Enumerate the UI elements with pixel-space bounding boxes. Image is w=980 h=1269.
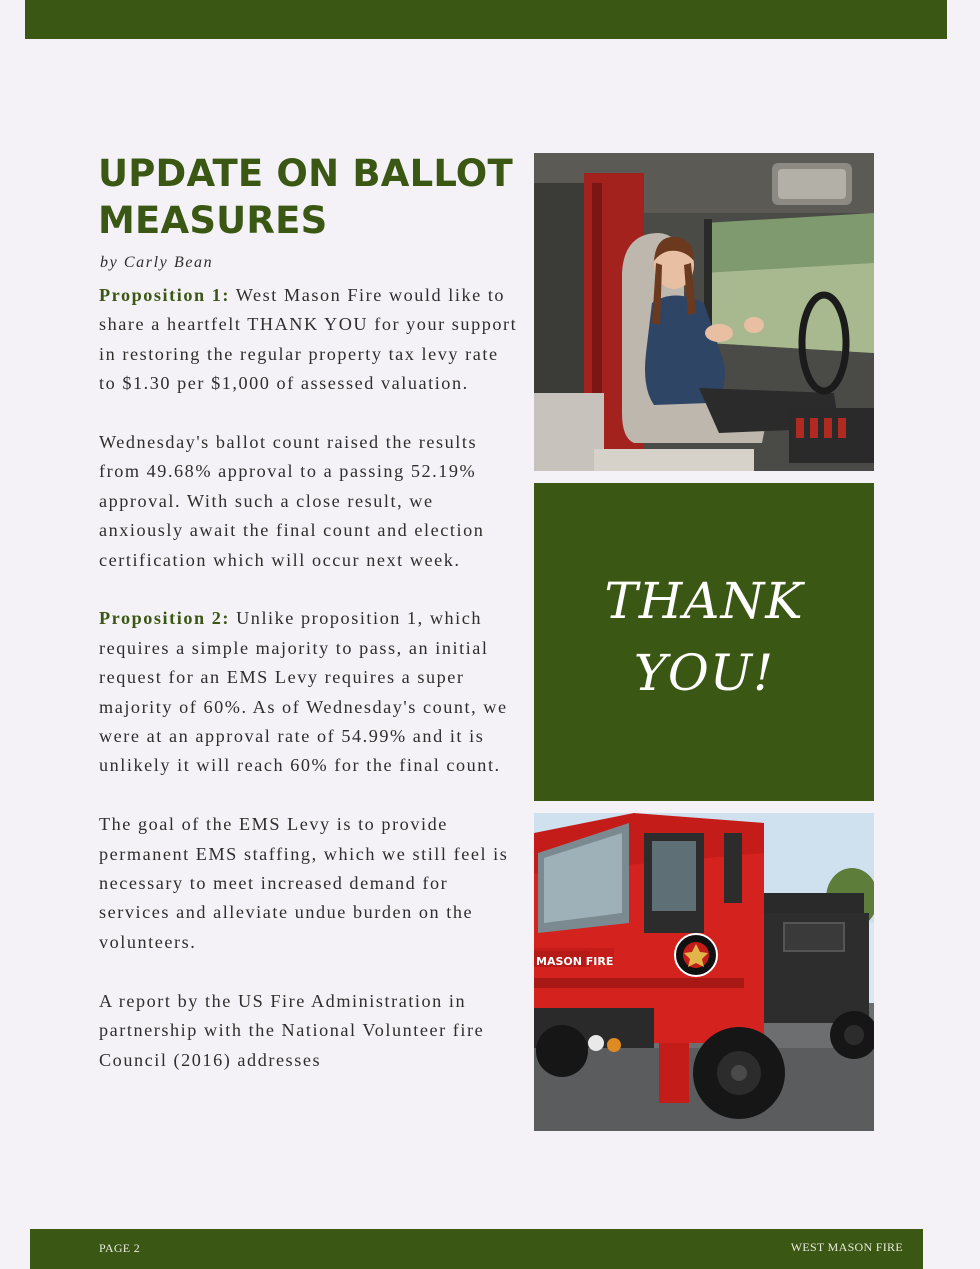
paragraph-text: West Mason Fire would like to share a heartfelt THANK YOU for your support in restoring the regular property tax levy rate to $1.30 per $1,000 of assessed valuation. xyxy=(99,285,518,394)
paragraph-lead: Proposition 1: xyxy=(99,285,231,305)
paragraph-ballot-count xyxy=(99,428,519,575)
footer-organization: WEST MASON FIRE xyxy=(790,1240,903,1254)
article-title: UPDATE ON BALLOT MEASURES xyxy=(98,152,513,242)
footer-bar xyxy=(30,1229,923,1269)
paragraph-text: Unlike proposition 1, which requires a simple majority to pass, an initial request for an EMS Levy requires a super majority of 60%. As of Wednesday's count, we were at an approval rate of 54.99% and it is unlikely it will reach 60% for the final count. xyxy=(99,608,508,776)
volunteer-in-cab-photo xyxy=(534,153,874,471)
thank-you-card xyxy=(534,483,874,801)
paragraph-ems-goal xyxy=(99,810,519,957)
paragraph-proposition-1 xyxy=(99,281,519,399)
paragraph-report xyxy=(99,987,519,1075)
article-body xyxy=(99,281,519,1104)
paragraph-lead: Proposition 2: xyxy=(99,608,231,629)
paragraph-text: The goal of the EMS Levy is to provide permanent EMS staffing, which we still feel is necessary to meet increased demand for services and alleviate undue burden on the volunteers. xyxy=(99,814,509,952)
header-bar xyxy=(25,0,947,39)
thank-you-line-2: YOU! xyxy=(633,644,775,702)
article-byline: by Carly Bean xyxy=(100,254,214,271)
paragraph-text: Wednesday's ballot count raised the results from 49.68% approval to a passing 52.19% approval. With such a close result, we anxiously await the final count and election certification which will occur next week. xyxy=(99,432,485,570)
door-lettering-text: MASON FIRE xyxy=(536,955,614,968)
thank-you-line-1: THANK xyxy=(604,572,804,630)
page-number: PAGE 2 xyxy=(99,1241,141,1255)
paragraph-proposition-2 xyxy=(99,604,519,780)
thank-you-text xyxy=(534,565,874,709)
fire-truck-photo xyxy=(534,813,874,1131)
paragraph-text: A report by the US Fire Administration in partnership with the National Volunteer fire Council (2016) addresses xyxy=(99,990,485,1070)
